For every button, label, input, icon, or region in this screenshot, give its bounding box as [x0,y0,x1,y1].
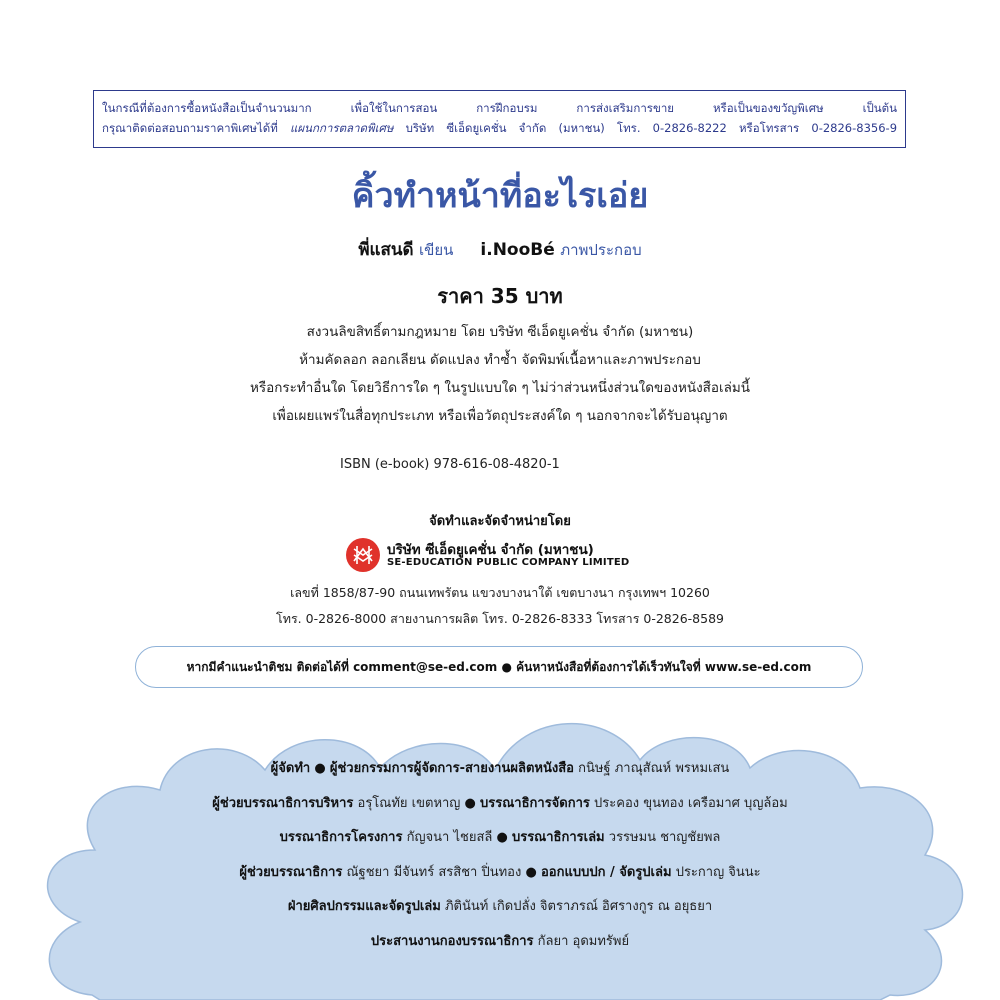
phone-line: โทร. 0-2826-8000 สายงานการผลิต โทร. 0-2826-8333 โทรสาร 0-2826-8589 [276,611,724,626]
author-name: พี่แสนดี [358,240,414,260]
address-line: เลขที่ 1858/87-90 ถนนเทพรัตน แขวงบางนาใต้ เขตบางนา กรุงเทพฯ 10260 [290,585,710,600]
staff-role: ประสานงานกองบรรณาธิการ [370,933,534,949]
copyright-line-1: สงวนลิขสิทธิ์ตามกฎหมาย โดย บริษัท ซีเอ็ดยูเคชั่น จำกัด (มหาชน) [306,324,694,340]
staff-line-3 [0,821,1000,856]
staff-name: ประกาญ จินนะ [675,864,761,880]
staff-name: ประคอง ขุนทอง เครือมาศ บุญล้อม [594,795,788,811]
copyright-line-2: ห้ามคัดลอก ลอกเลียน ดัดแปลง ทำซ้ำ จัดพิมพ์เนื้อหาและภาพประกอบ [299,352,701,368]
bullet-separator: ● [314,761,326,776]
staff-name: อรุโณทัย เขตหาญ [357,795,461,811]
bullet-separator: ● [525,864,537,880]
publisher-address [0,580,1000,632]
staff-name: กนิษฐ์ ภาณุสัณห์ พรหมเสน [578,761,730,776]
author-role: เขียน [418,241,454,259]
book-price: ราคา 35 บาท [437,284,563,308]
notice-line-1: ในกรณีที่ต้องการซื้อหนังสือเป็นจำนวนมาก เพื่อใช้ในการสอน การฝึกอบรม การส่งเสริมการขาย หรือเป็นของขวัญพิเศษ เป็นต้น [102,101,897,115]
illustrator-role: ภาพประกอบ [560,241,642,259]
publisher-name-english: SE-EDUCATION PUBLIC COMPANY LIMITED [387,557,630,568]
bulk-purchase-notice [93,90,906,148]
bullet-separator: ● [496,830,508,845]
staff-name: ณัฐชยา มีจันทร์ สรสิชา ปิ่นทอง [346,864,522,880]
copyright-notice [0,318,1000,430]
publisher-logo-block [345,537,665,573]
staff-role: ผู้ช่วยบรรณาธิการ [239,864,343,880]
staff-role: ออกแบบปก / จัดรูปเล่ม [540,864,672,880]
staff-line-1 [0,752,1000,787]
staff-line-2 [0,787,1000,822]
illustrator-name: i.NooBé [480,240,555,260]
staff-role: บรรณาธิการเล่ม [511,830,605,845]
staff-role: ผู้ช่วยบรรณาธิการบริหาร [212,795,354,811]
book-credits [0,236,1000,263]
publisher-name-thai: บริษัท ซีเอ็ดยูเคชั่น จำกัด (มหาชน) [387,542,594,558]
contact-banner: หากมีคำแนะนำติชม ติดต่อได้ที่ comment@se-ed.com ● ค้นหาหนังสือที่ต้องการได้เร็วทันใจที่ www.se-ed.com [135,646,863,688]
isbn: ISBN (e-book) 978-616-08-4820-1 [340,457,560,472]
staff-name: วรรษมน ชาญชัยพล [608,830,721,845]
staff-name: กัญจนา ไชยสลี [406,830,493,845]
staff-role: บรรณาธิการจัดการ [480,795,590,811]
staff-name: กัลยา อุดมทรัพย์ [537,933,630,949]
staff-role: บรรณาธิการโครงการ [279,830,403,845]
bullet-separator: ● [464,795,476,811]
staff-role: ผู้ช่วยกรรมการผู้จัดการ-สายงานผลิตหนังสือ [329,761,574,776]
staff-name: ภิตินันท์ เกิดปลั่ง จิตราภรณ์ อิศรางกูร ณ อยุธยา [444,899,713,914]
book-title: คิ้วทำหน้าที่อะไรเอ่ย [351,176,649,216]
notice-department: แผนกการตลาดพิเศษ [290,121,394,135]
staff-line-6 [0,925,1000,960]
staff-credits [0,752,1000,959]
staff-line-4 [0,856,1000,891]
distributor-heading: จัดทำและจัดจำหน่ายโดย [429,514,571,529]
staff-role: ฝ่ายศิลปกรรมและจัดรูปเล่ม [287,899,441,914]
staff-line-5 [0,890,1000,925]
copyright-line-3: หรือกระทำอื่นใด โดยวิธีการใด ๆ ในรูปแบบใด ๆ ไม่ว่าส่วนหนึ่งส่วนใดของหนังสือเล่มนี้ [249,380,751,396]
copyright-line-4: เพื่อเผยแพร่ในสื่อทุกประเภท หรือเพื่อวัตถุประสงค์ใด ๆ นอกจากจะได้รับอนุญาต [272,408,728,424]
notice-line-2 [102,118,897,138]
se-ed-logo-icon [345,537,381,573]
notice-suffix: บริษัท ซีเอ็ดยูเคชั่น จำกัด (มหาชน) โทร. 0-2826-8222 หรือโทรสาร 0-2826-8356-9 [405,121,898,135]
staff-role: ผู้จัดทำ [270,761,311,776]
notice-prefix: กรุณาติดต่อสอบถามราคาพิเศษได้ที่ [102,121,278,135]
